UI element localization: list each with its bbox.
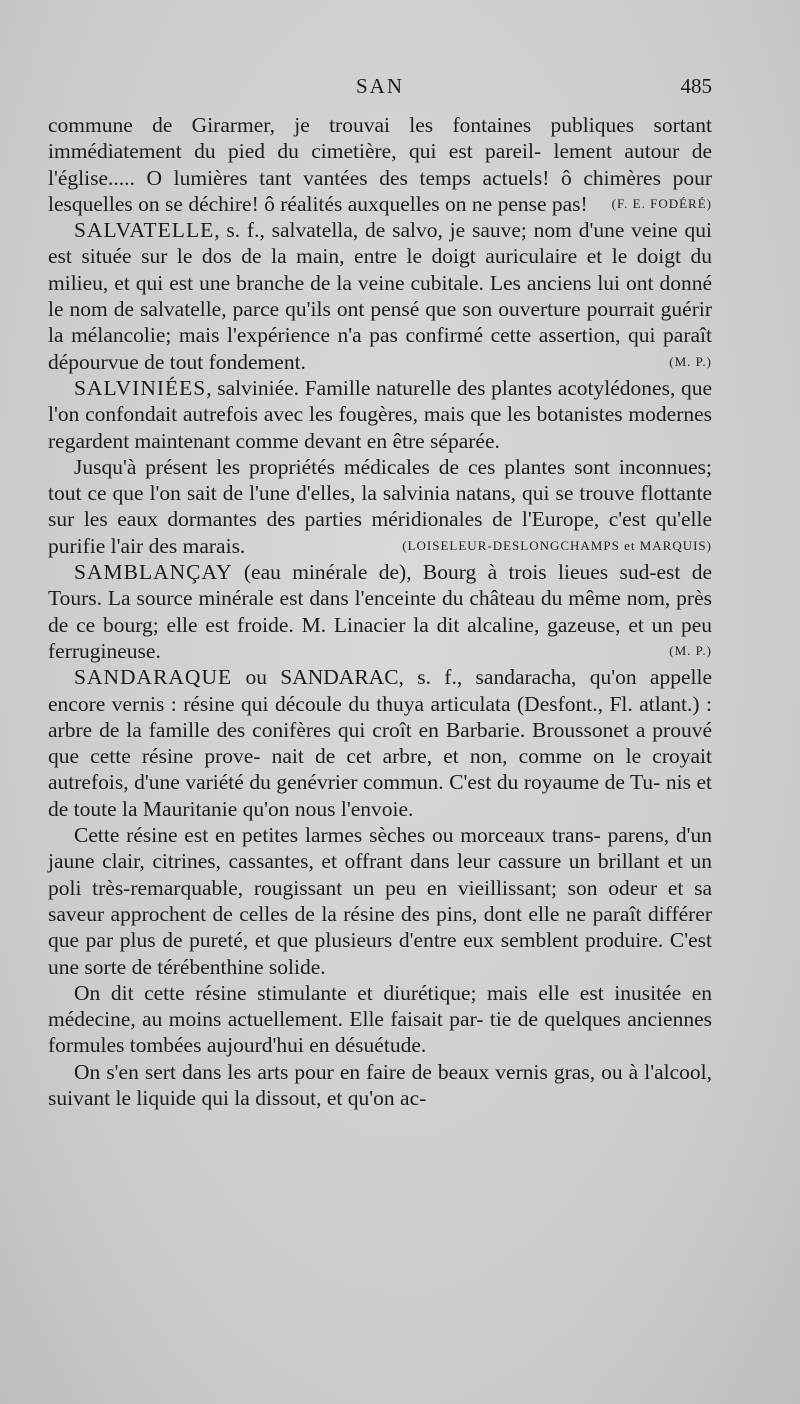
author-signature: (M. P.) bbox=[669, 353, 712, 369]
text-line: sortant immédiatement du pied du cimetière, qui est pareil- bbox=[48, 113, 712, 164]
text-line: cassure un brillant et un poli très-remarquable, rougissant un bbox=[48, 849, 712, 900]
text-line: inconnues; tout ce que l'on sait de l'une d'elles, la salvinia bbox=[48, 454, 713, 506]
running-header bbox=[48, 72, 712, 104]
text-line: ou à l'alcool, suivant le liquide qui la dissout, et qu'on ac- bbox=[48, 1059, 712, 1110]
text-line: du château du même nom, près de ce bourg; elle est froide. bbox=[48, 586, 712, 637]
text-line: tie de quelques anciennes formules tombées aujourd'hui en bbox=[48, 1007, 712, 1058]
text-line: nis et de toute la Mauritanie qu'on nous l'envoie. bbox=[48, 770, 712, 821]
text-line: de la résine des pins, dont elle ne paraît différer que par plus bbox=[48, 901, 713, 953]
text-line: de pureté, et que plusieurs d'entre eux semblent produire. bbox=[162, 928, 664, 953]
text-line: d'une variété du genévrier commun. C'est du royaume de Tu- bbox=[134, 770, 661, 795]
text-line: commune de Girarmer, je trouvai les fontaines publiques bbox=[48, 113, 635, 137]
text-line: (Desfont., Fl. atlant.) : arbre de la famille des conifères qui bbox=[48, 691, 712, 742]
entry-headword: SAMBLANÇAY bbox=[74, 560, 233, 585]
text-line: ou SANDARAC, s. f., sandaracha, qu'on bbox=[232, 665, 637, 690]
paragraph bbox=[48, 112, 712, 217]
paragraph bbox=[48, 454, 712, 559]
paragraph bbox=[48, 1059, 712, 1112]
entry-headword: SALVATELLE bbox=[74, 218, 215, 243]
text-line: lement autour de l'église..... O lumières tant vantées des temps bbox=[48, 139, 712, 190]
text-line: sud-est de Tours. La source minérale est dans l'enceinte bbox=[48, 560, 713, 611]
text-line: d'une veine qui est située sur le dos de la main, entre le doigt bbox=[48, 218, 712, 269]
text-line: Cette résine est en petites larmes sèches ou morceaux trans- bbox=[74, 823, 601, 848]
text-line: , s. f., salvatella, de salvo, je sauve; nom bbox=[214, 218, 572, 243]
text-line: mélancolie; mais l'expérience n'a pas confirmé cette assertion, bbox=[71, 323, 621, 348]
text-line: auxquelles on ne pense pas! bbox=[347, 191, 588, 216]
page-number: 485 bbox=[680, 74, 712, 98]
text-line: parce qu'ils ont pensé que son ouverture pourrait guérir la bbox=[48, 297, 712, 348]
entry-sandaraque bbox=[48, 664, 712, 822]
author-signature: (M. P.) bbox=[669, 642, 712, 658]
entry-salvatelle bbox=[48, 217, 712, 375]
text-line: peu en vieillissant; son odeur et sa saveur approchent de celles bbox=[48, 875, 712, 926]
text-line: croît en Barbarie. Broussonet a prouvé que cette résine prove- bbox=[48, 717, 712, 769]
text-line: inusitée en médecine, au moins actuellement. Elle faisait par- bbox=[48, 980, 712, 1032]
entry-headword: SANDARAQUE bbox=[74, 665, 233, 690]
text-line: appelle encore vernis : résine qui découle du thuya articulata bbox=[48, 665, 712, 716]
text-line: mais que les botanistes modernes regardent maintenant comme bbox=[48, 402, 713, 453]
entry-headword: SALVINIÉES bbox=[74, 375, 207, 400]
entry-salviniees bbox=[48, 375, 712, 454]
text-line: veine cubitale. Les anciens lui ont donné le nom de salvatelle, bbox=[48, 270, 713, 322]
text-line: , salviniée. Famille naturelle des plantes bbox=[206, 375, 553, 400]
page-body bbox=[48, 112, 712, 1111]
author-signature: (F. E. FODÉRÉ) bbox=[611, 195, 712, 211]
text-line: C'est une sorte de térébenthine solide. bbox=[48, 928, 712, 979]
text-line: actuels! ô chimères pour lesquelles on se déchire! ô réalités bbox=[48, 165, 712, 216]
text-line: parens, d'un jaune clair, citrines, cassantes, et offrant dans leur bbox=[48, 823, 712, 874]
text-line: On s'en sert dans les arts pour en faire de beaux vernis gras, bbox=[74, 1059, 596, 1084]
text-line: (eau minérale de), Bourg à trois lieues bbox=[232, 560, 609, 585]
paragraph bbox=[48, 822, 712, 980]
text-line: qui paraît dépourvue de tout fondement. bbox=[48, 323, 713, 374]
text-line: parties méridionales de l'Europe, c'est qu'elle purifie l'air des bbox=[48, 507, 712, 558]
text-line: nait de cet arbre, et non, comme on le croyait autrefois, bbox=[48, 744, 712, 795]
paragraph bbox=[48, 980, 712, 1059]
author-signature: (LOISELEUR-DESLONGCHAMPS et MARQUIS) bbox=[402, 537, 712, 553]
text-line: acotylédones, que l'on confondait autrefois avec les fougères, bbox=[48, 375, 712, 427]
text-line: auriculaire et le doigt du milieu, et qui est une branche de la bbox=[48, 244, 713, 295]
text-line: marais. bbox=[182, 533, 246, 558]
text-line: Jusqu'à présent les propriétés médicales de ces plantes sont bbox=[74, 454, 610, 479]
text-line: M. Linacier la dit alcaline, gazeuse, et un peu ferrugineuse. bbox=[48, 612, 713, 663]
text-line: natans, qui se trouve flottante sur les eaux dormantes des bbox=[48, 481, 712, 532]
entry-samblancay bbox=[48, 559, 712, 664]
text-line: devant en être séparée. bbox=[304, 428, 500, 453]
text-line: On dit cette résine stimulante et diurétique; mais elle est bbox=[74, 980, 604, 1005]
running-title: SAN bbox=[355, 74, 404, 98]
text-line: désuétude. bbox=[334, 1033, 427, 1058]
